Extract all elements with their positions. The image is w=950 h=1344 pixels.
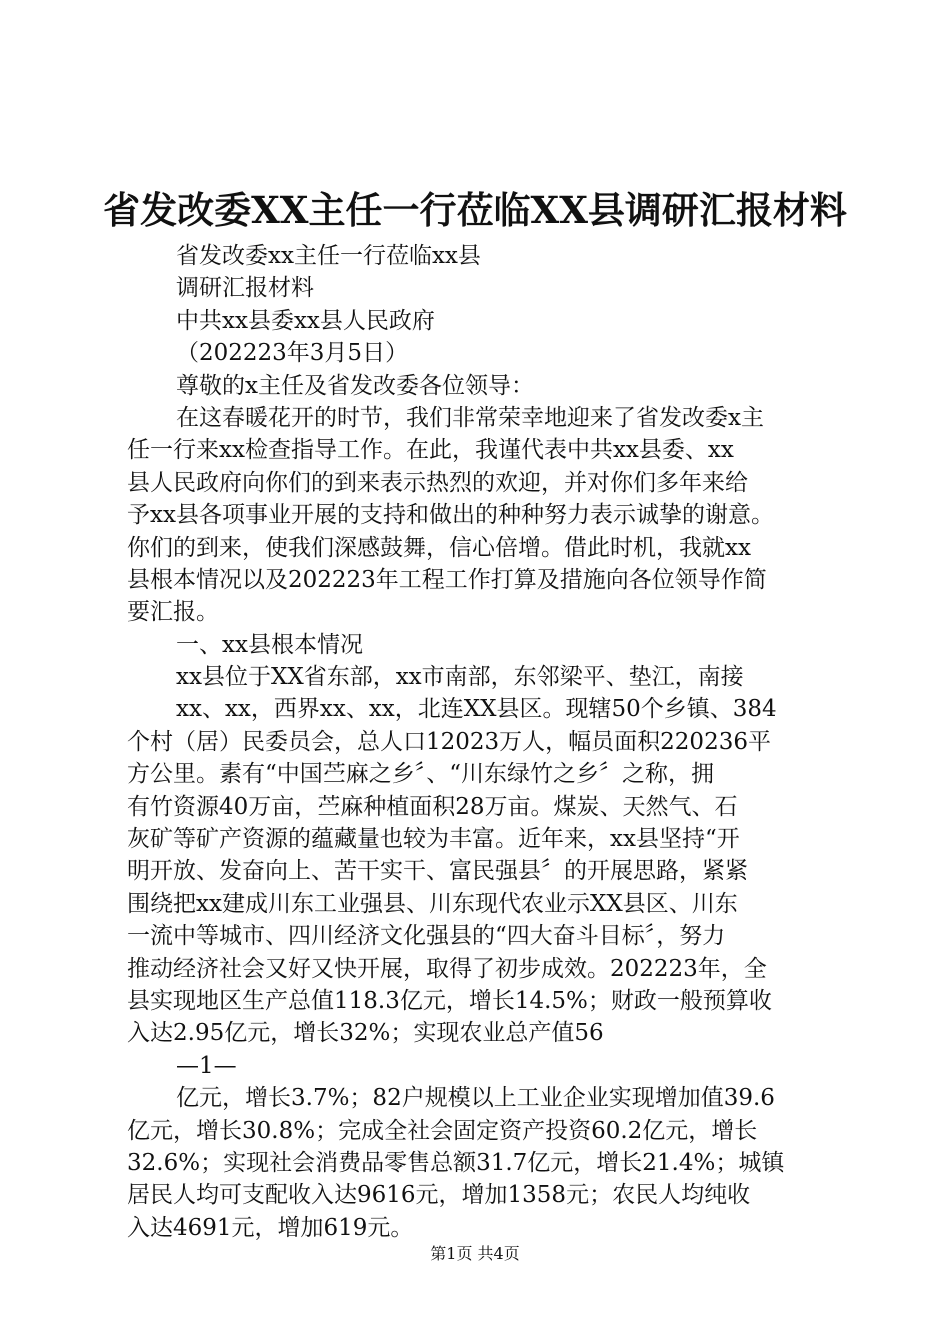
body-line: （202223年3月5日） [176,340,409,367]
body-line: 推动经济社会又好又快开展，取得了初步成效。202223年，全 [127,955,767,982]
body-line: 要汇报。 [127,599,219,626]
body-line: 一流中等城市、四川经济文化强县的“四大奋斗目标〞，努力 [127,923,726,950]
section-heading: 一、xx县根本情况 [176,631,363,658]
body-line: 任一行来xx检查指导工作。在此，我谨代表中共xx县委、xx [127,437,734,464]
body-line: 围绕把xx建成川东工业强县、川东现代农业示XX县区、川东 [127,890,738,917]
body-line: 入达2.95亿元，增长32%；实现农业总产值56 [127,1020,604,1047]
body-line: 县根本情况以及202223年工程工作打算及措施向各位领导作简 [127,566,767,593]
body-line: 入达4691元，增加619元。 [127,1214,414,1241]
body-line: 在这春暖花开的时节，我们非常荣幸地迎来了省发改委x主 [176,404,764,431]
body-line: 方公里。素有“中国苎麻之乡〞、“川东绿竹之乡〞之称，拥 [127,761,715,788]
body-line: 灰矿等矿产资源的蕴藏量也较为丰富。近年来，xx县坚持“开 [127,826,740,853]
body-line: 居民人均可支配收入达9616元，增加1358元；农民人均纯收 [127,1182,751,1209]
body-line: 县实现地区生产总值118.3亿元，增长14.5%；财政一般预算收 [127,987,772,1014]
page-footer: 第1页 共4页 [430,1244,520,1263]
body-line: xx县位于XX省东部，xx市南部，东邻梁平、垫江，南接 [176,664,744,691]
document-title: 省发改委XX主任一行莅临XX县调研汇报材料 [103,188,847,232]
body-line: 明开放、发奋向上、苦干实干、富民强县〞的开展思路，紧紧 [127,858,748,885]
body-line: xx、xx，西界xx、xx，北连XX县区。现辖50个乡镇、384 [176,696,777,723]
body-line: 32.6%；实现社会消费品零售总额31.7亿元，增长21.4%；城镇 [127,1149,785,1176]
body-line: 县人民政府向你们的到来表示热烈的欢迎，并对你们多年来给 [127,469,748,496]
body-line: 亿元，增长3.7%；82户规模以上工业企业实现增加值39.6 [176,1085,775,1112]
body-line: 你们的到来，使我们深感鼓舞，信心倍增。借此时机，我就xx [127,534,751,561]
body-line: 有竹资源40万亩，苎麻种植面积28万亩。煤炭、天然气、石 [127,793,738,820]
body-line: 调研汇报材料 [176,275,314,302]
body-line: 省发改委xx主任一行莅临xx县 [176,243,481,269]
body-line: 尊敬的x主任及省发改委各位领导： [176,372,534,399]
body-line: 个村（居）民委员会，总人口12023万人，幅员面积220236平 [127,728,771,755]
inline-page-number: —1— [176,1052,237,1079]
body-line: 予xx县各项事业开展的支持和做出的种种努力表示诚挚的谢意。 [127,502,774,529]
body-line: 中共xx县委xx县人民政府 [176,307,435,334]
body-line: 亿元，增长30.8%；完成全社会固定资产投资60.2亿元，增长 [127,1117,758,1144]
document-body [127,240,839,1244]
